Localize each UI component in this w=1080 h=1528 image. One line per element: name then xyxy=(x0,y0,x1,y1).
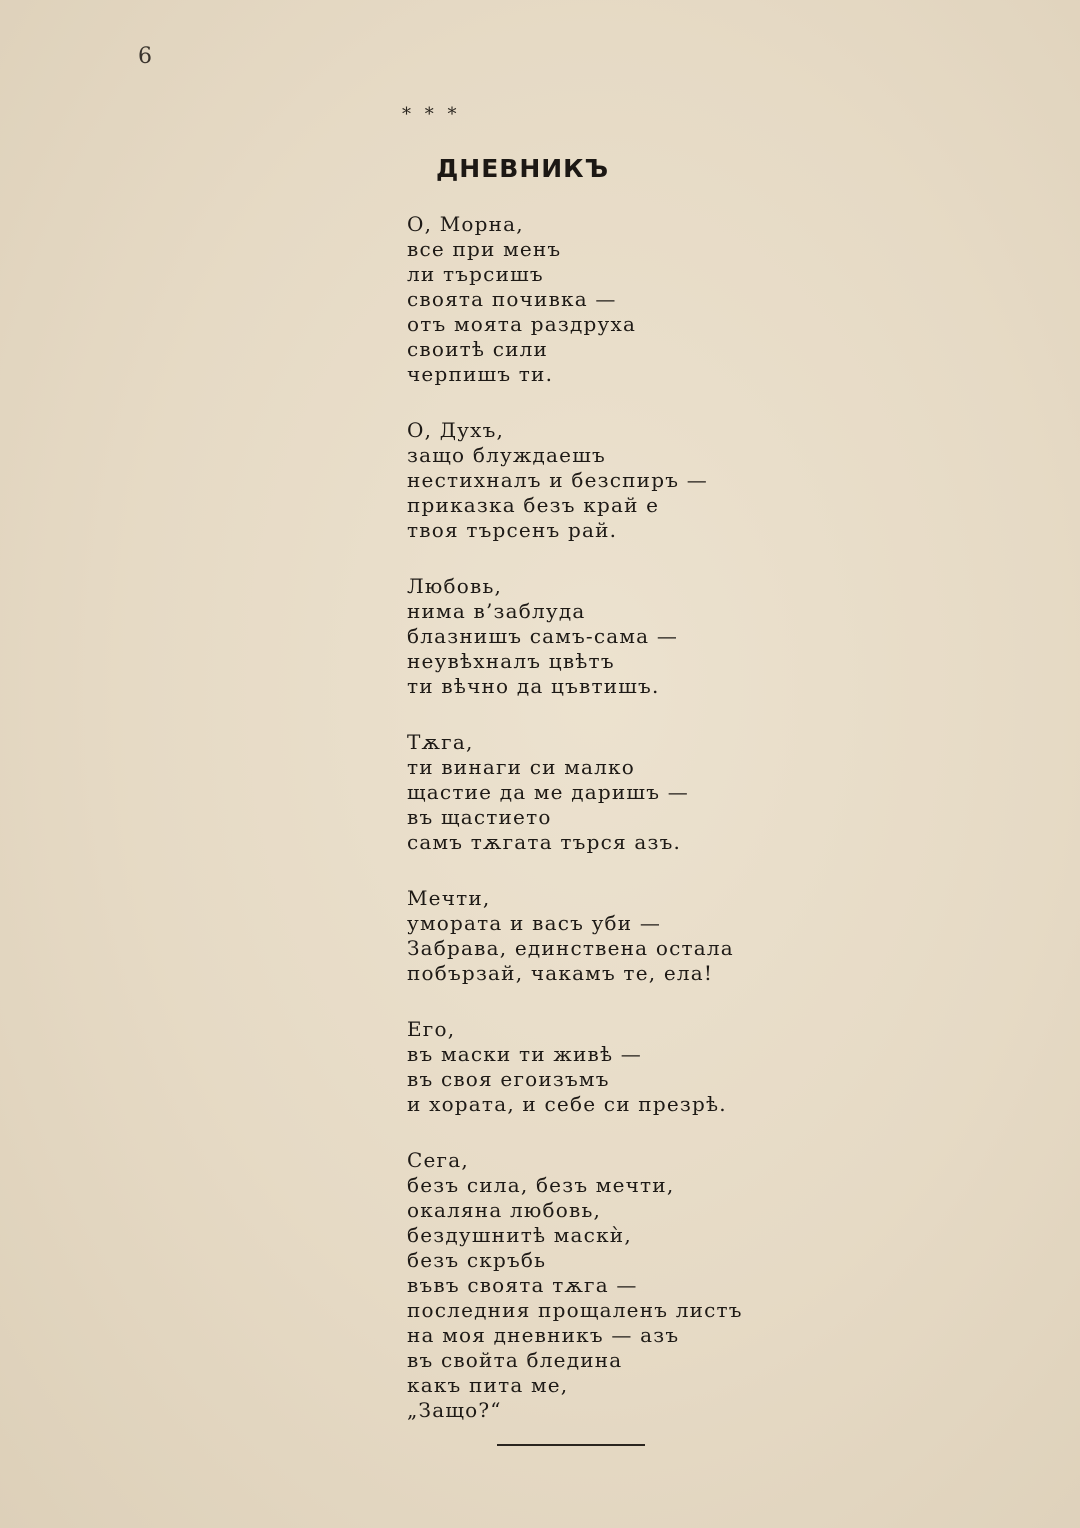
poem-line: на моя дневникъ — азъ xyxy=(407,1323,680,1347)
poem-line: Мечти, xyxy=(407,886,491,910)
poem-line: Забрава, единствена остала xyxy=(407,936,734,960)
poem-line: последния прощаленъ листъ xyxy=(407,1298,743,1322)
poem-line: неувѣхналъ цвѣтъ xyxy=(407,649,615,673)
poem-line: побързай, чакамъ те, ела! xyxy=(407,961,714,985)
poem-line: Его, xyxy=(407,1017,456,1041)
stanza xyxy=(407,1017,827,1117)
poem-line: въ щастието xyxy=(407,805,552,829)
stanza xyxy=(407,212,827,387)
poem-line: Тѫга, xyxy=(407,730,474,754)
stanza xyxy=(407,1148,827,1423)
poem-line: ти вѣчно да цъвтишъ. xyxy=(407,674,660,698)
poem-line: приказка безъ край е xyxy=(407,493,660,517)
poem-line: защо блуждаешъ xyxy=(407,443,606,467)
end-divider-rule xyxy=(497,1444,645,1446)
stanza xyxy=(407,730,827,855)
poem-line: все при менъ xyxy=(407,237,562,261)
stanza xyxy=(407,886,827,986)
poem-line: безъ скръбь xyxy=(407,1248,547,1272)
poem-line: черпишъ ти. xyxy=(407,362,554,386)
poem-line: въвъ своята тѫга — xyxy=(407,1273,638,1297)
poem-line: умората и васъ уби — xyxy=(407,911,662,935)
poem-line: ли търсишъ xyxy=(407,262,544,286)
poem-body xyxy=(407,212,827,1454)
poem-line: въ своя егоизъмъ xyxy=(407,1067,610,1091)
poem-line: нестихналъ и безспиръ — xyxy=(407,468,708,492)
poem-line: въ маски ти живѣ — xyxy=(407,1042,642,1066)
asterism-ornament: * * * xyxy=(402,104,461,125)
poem-line: своята почивка — xyxy=(407,287,617,311)
stanza xyxy=(407,418,827,543)
poem-line: нима в’заблуда xyxy=(407,599,586,623)
poem-line: самъ тѫгата търся азъ. xyxy=(407,830,682,854)
poem-line: Любовь, xyxy=(407,574,503,598)
page-number: 6 xyxy=(138,44,152,69)
poem-line: въ свойта бледина xyxy=(407,1348,623,1372)
poem-line: отъ моята раздруха xyxy=(407,312,637,336)
poem-line: твоя търсенъ рай. xyxy=(407,518,618,542)
poem-line: О, Духъ, xyxy=(407,418,505,442)
poem-line: щастие да ме даришъ — xyxy=(407,780,689,804)
poem-line: блазнишъ самъ-сама — xyxy=(407,624,679,648)
poem-line: какъ пита ме, xyxy=(407,1373,569,1397)
poem-line: „Защо?“ xyxy=(407,1398,502,1422)
poem-line: Сега, xyxy=(407,1148,469,1172)
poem-line: бездушнитѣ маскѝ, xyxy=(407,1223,632,1247)
poem-line: окаляна любовь, xyxy=(407,1198,602,1222)
stanza xyxy=(407,574,827,699)
poem-line: безъ сила, безъ мечти, xyxy=(407,1173,675,1197)
poem-line: ти винаги си малко xyxy=(407,755,635,779)
poem-line: и хората, и себе си презрѣ. xyxy=(407,1092,727,1116)
poem-line: своитѣ сили xyxy=(407,337,549,361)
poem-title: ДНЕВНИКЪ xyxy=(436,154,610,183)
poem-line: О, Морна, xyxy=(407,212,524,236)
